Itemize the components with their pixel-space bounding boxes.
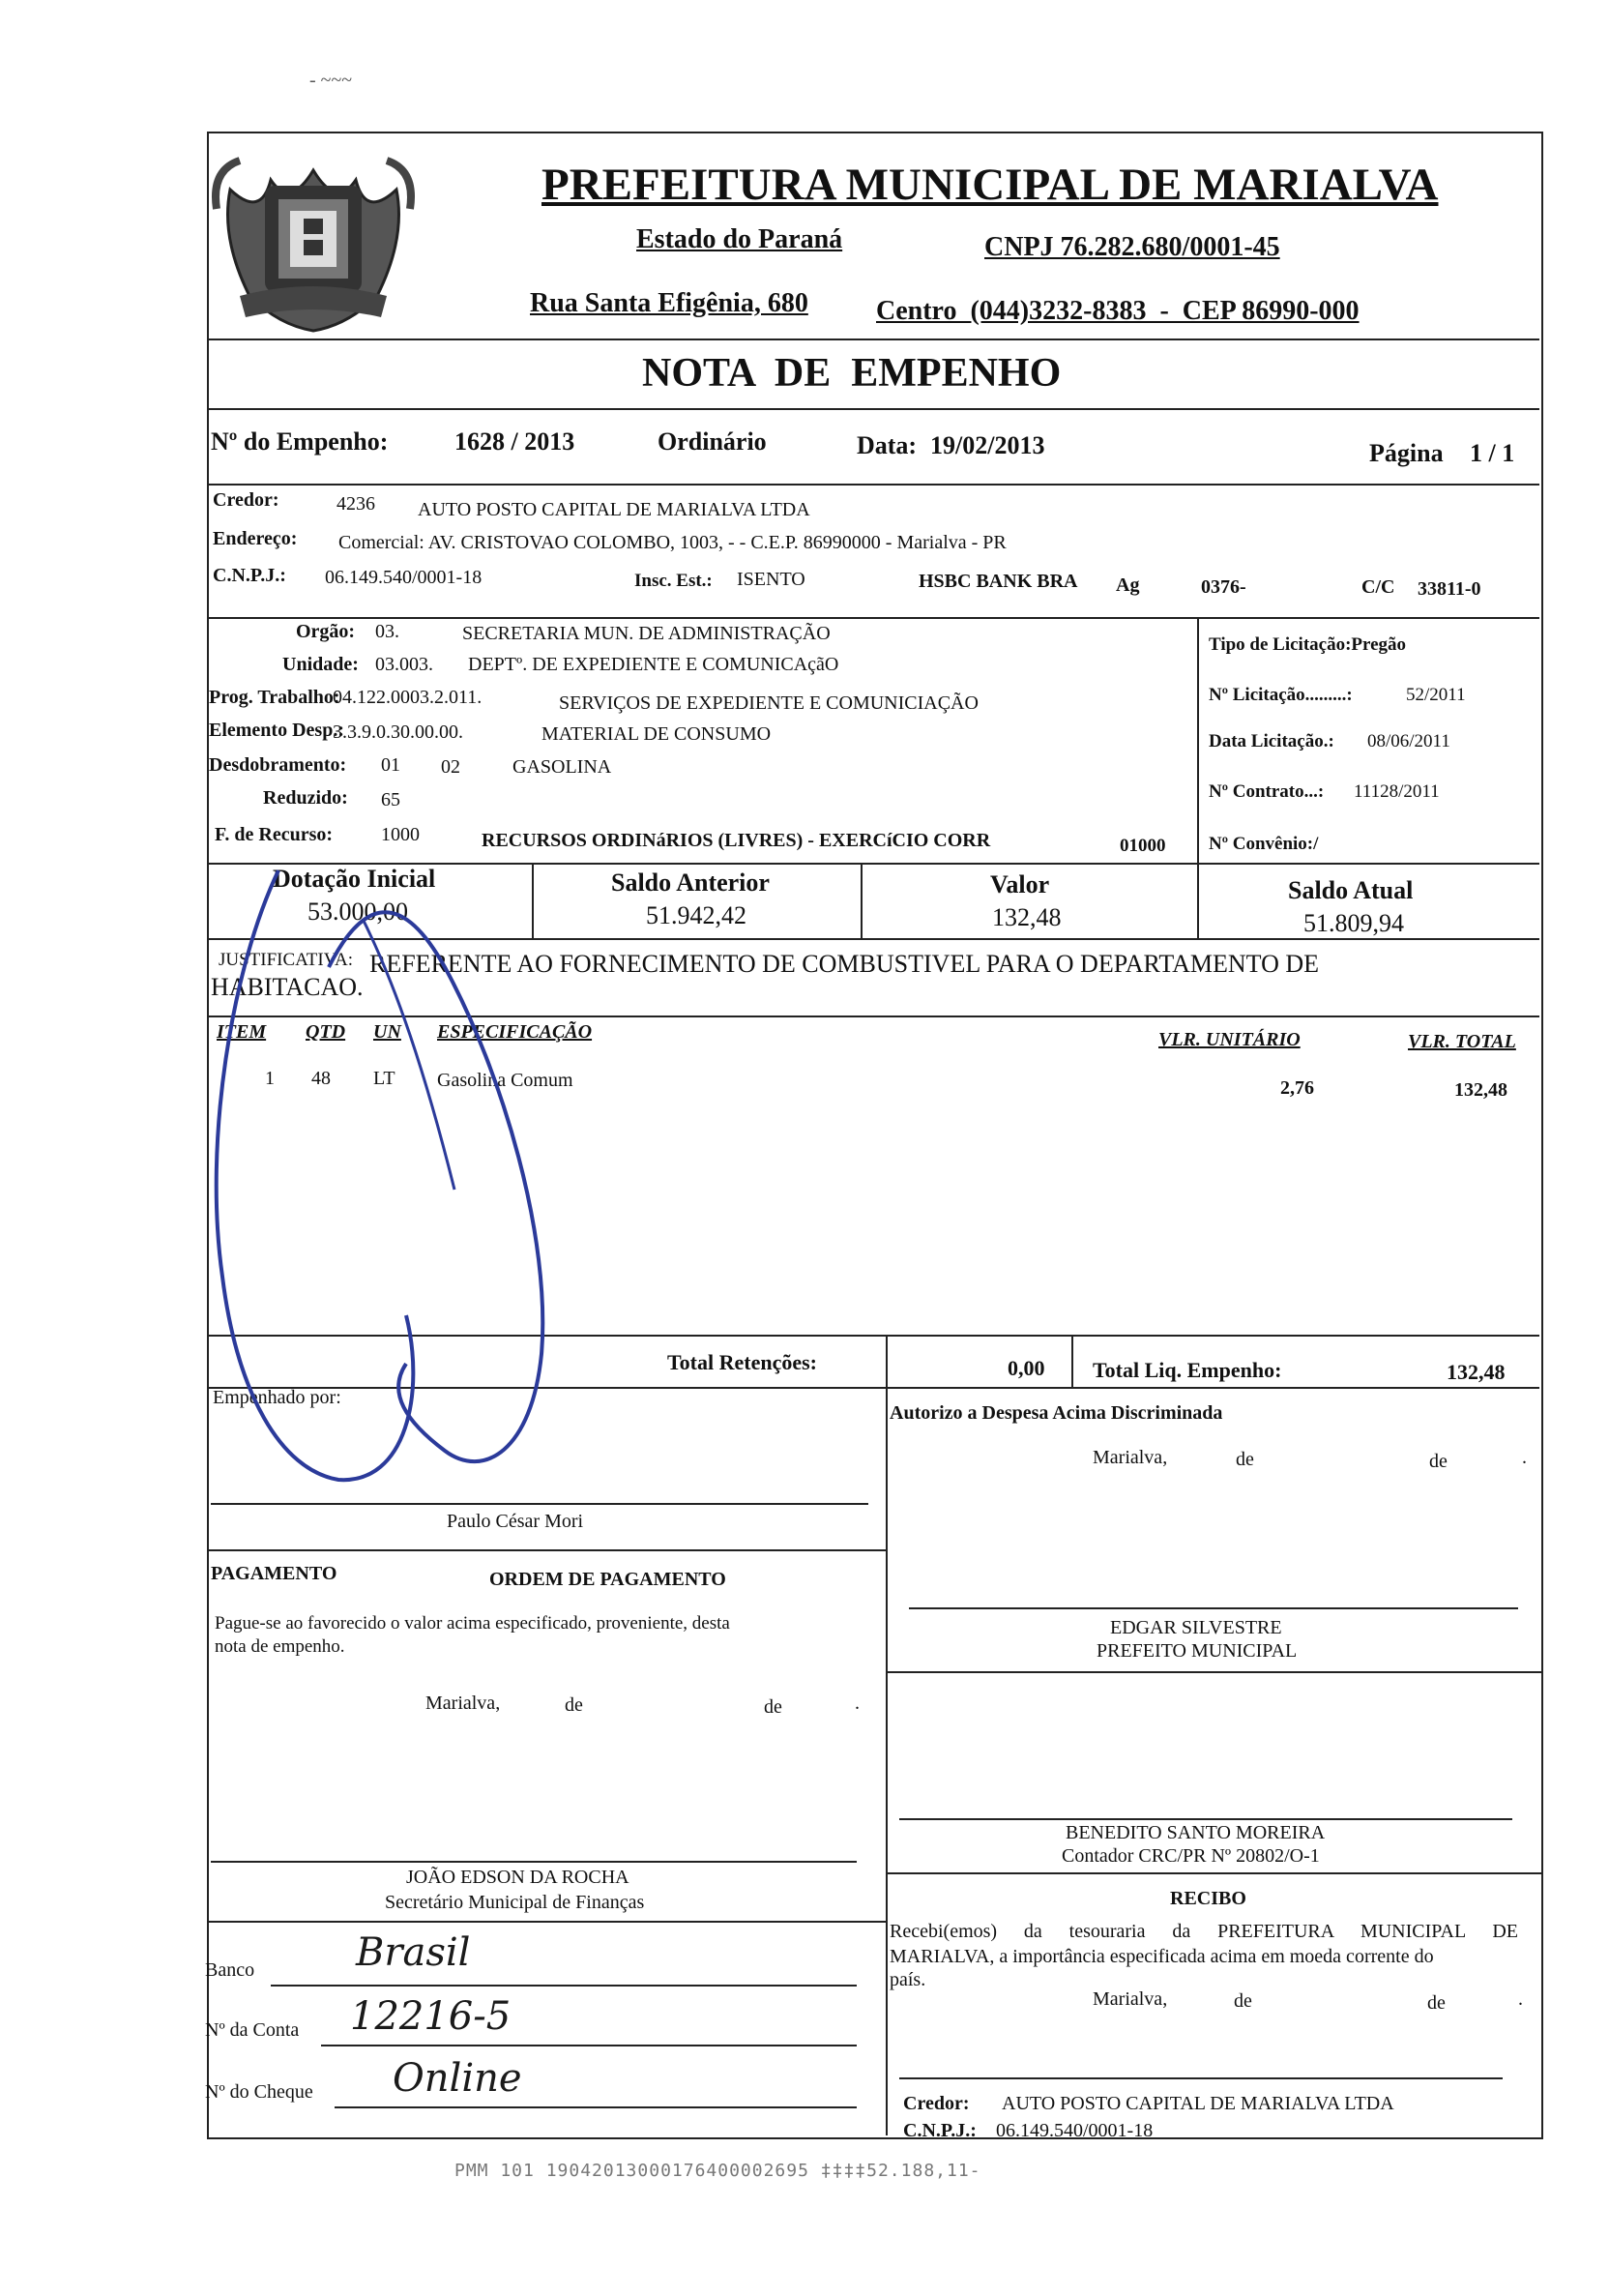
- orgao-name: SECRETARIA MUN. DE ADMINISTRAÇÃO: [462, 623, 831, 644]
- table-row-espec: Gasolina Comum: [437, 1070, 573, 1091]
- secretario-signature-line: [211, 1861, 857, 1863]
- contador-divider: [886, 1872, 1541, 1874]
- desdobramento-code-2: 02: [441, 756, 460, 778]
- dotacao-label: Dotação Inicial: [273, 865, 436, 893]
- credor-footer-cnpj: 06.149.540/0001-18: [996, 2120, 1154, 2141]
- banco-label: Banco: [205, 1959, 255, 1981]
- dotacao-value: 53.000,00: [307, 898, 408, 926]
- secretario-divider: [207, 1921, 886, 1923]
- licitacao-number: 52/2011: [1406, 685, 1466, 705]
- recurso-number: 01000: [1120, 836, 1166, 856]
- recibo-city: Marialva,: [1093, 1988, 1168, 2010]
- desdobramento-code-1: 01: [381, 754, 400, 776]
- table-row-vtotal: 132,48: [1454, 1079, 1507, 1101]
- coat-of-arms-logo: [211, 151, 416, 340]
- contador-signature-line: [899, 1818, 1512, 1820]
- pagamento-city: Marialva,: [425, 1693, 501, 1714]
- credor-footer-name: AUTO POSTO CAPITAL DE MARIALVA LTDA: [1002, 2093, 1394, 2114]
- vtotal-col-header: VLR. TOTAL: [1408, 1031, 1516, 1052]
- totals-divider-1: [886, 1337, 888, 1387]
- desdobramento-name: GASOLINA: [512, 756, 612, 778]
- elemento-code: 3.3.9.0.30.00.00.: [333, 721, 463, 743]
- prefeito-name: EDGAR SILVESTRE: [1110, 1617, 1282, 1638]
- empenhado-signature-line: [211, 1503, 868, 1505]
- empenho-date-label: Data:: [857, 431, 918, 459]
- licitacao-divider: [1197, 619, 1199, 863]
- recibo-dot: .: [1518, 1988, 1523, 2010]
- convenio-label: Nº Convênio:/: [1209, 834, 1319, 854]
- header-divider: [207, 339, 1539, 340]
- conta-label: Nº da Conta: [205, 2019, 300, 2041]
- recibo-text-1: Recebi(emos) da tesouraria da PREFEITURA MUNICIPAL DE: [890, 1921, 1518, 1942]
- licitacao-type: Tipo de Licitação:Pregão: [1209, 634, 1407, 655]
- licitacao-date: 08/06/2011: [1367, 731, 1450, 751]
- desdobramento-label: Desdobramento:: [209, 754, 347, 776]
- retencoes-value: 0,00: [1008, 1356, 1045, 1380]
- saldo-atual-value: 51.809,94: [1303, 909, 1404, 937]
- justificativa-text-1: REFERENTE AO FORNECIMENTO DE COMBUSTIVEL PARA O DEPARTAMENTO DE: [369, 950, 1320, 978]
- empenhado-name: Paulo César Mori: [447, 1511, 584, 1532]
- page-number: 1 / 1: [1470, 439, 1515, 467]
- orgao-label: Orgão:: [296, 621, 356, 642]
- empenho-number: 1628 / 2013: [454, 427, 575, 456]
- totals-divider-2: [1071, 1337, 1073, 1387]
- pagamento-dot: .: [855, 1693, 860, 1714]
- item-col-header: ITEM: [217, 1021, 267, 1043]
- prog-code: 04.122.0003.2.011.: [333, 687, 483, 708]
- reduzido-value: 65: [381, 789, 400, 810]
- prefeito-signature-line: [909, 1607, 1518, 1609]
- qtd-col-header: QTD: [306, 1021, 346, 1043]
- credor-name: AUTO POSTO CAPITAL DE MARIALVA LTDA: [418, 499, 810, 520]
- saldo-bottom-divider: [207, 938, 1539, 940]
- empenhado-divider: [207, 1549, 886, 1551]
- address-label: Endereço:: [213, 528, 298, 549]
- credor-cnpj: 06.149.540/0001-18: [325, 567, 483, 588]
- top-mark: - ~~~: [309, 70, 353, 91]
- justificativa-text-2: HABITACAO.: [211, 973, 364, 1001]
- banco-line: [271, 1985, 857, 1987]
- saldo-anterior-value: 51.942,42: [646, 901, 746, 929]
- credor-footer-label: Credor:: [903, 2093, 970, 2114]
- lower-center-divider: [886, 1387, 888, 2135]
- autorizo-de-2: de: [1429, 1451, 1448, 1472]
- recibo-de-2: de: [1427, 1992, 1446, 2014]
- recurso-code: 1000: [381, 824, 420, 845]
- secretario-title: Secretário Municipal de Finanças: [385, 1892, 645, 1913]
- secretario-name: JOÃO EDSON DA ROCHA: [406, 1867, 629, 1888]
- autorizo-dot: .: [1522, 1447, 1527, 1468]
- table-row-vunit: 2,76: [1280, 1077, 1314, 1099]
- empenho-divider: [207, 484, 1539, 486]
- empenho-number-label: Nº do Empenho:: [211, 427, 389, 456]
- table-row-un: LT: [373, 1068, 395, 1089]
- contrato-label: Nº Contrato...:: [1209, 781, 1325, 802]
- retencoes-label: Total Retenções:: [667, 1350, 817, 1374]
- pagamento-label: PAGAMENTO: [211, 1563, 337, 1584]
- pagamento-de-2: de: [764, 1696, 782, 1718]
- doc-title: NOTA DE EMPENHO: [642, 351, 1062, 396]
- pagamento-text-1: Pague-se ao favorecido o valor acima especificado, proveniente, desta: [215, 1613, 730, 1634]
- recurso-label: F. de Recurso:: [215, 824, 334, 845]
- account-number: 33811-0: [1418, 578, 1481, 600]
- total-liquido-label: Total Liq. Empenho:: [1093, 1358, 1282, 1382]
- empenhado-label: Empenhado por:: [213, 1387, 341, 1408]
- credor-code: 4236: [336, 493, 375, 515]
- totals-bottom-divider: [207, 1387, 1539, 1389]
- credor-footer-cnpj-label: C.N.P.J.:: [903, 2120, 977, 2141]
- ordem-pagamento-label: ORDEM DE PAGAMENTO: [489, 1569, 726, 1590]
- recibo-signature-line: [899, 2077, 1503, 2079]
- saldo-divider-1: [532, 865, 534, 938]
- conta-line: [321, 2045, 857, 2046]
- licitacao-date-label: Data Licitação.:: [1209, 731, 1334, 751]
- recurso-name: RECURSOS ORDINáRIOS (LIVRES) - EXERCíCIO CORR: [482, 830, 991, 851]
- recibo-de-1: de: [1234, 1990, 1252, 2012]
- autorizo-city: Marialva,: [1093, 1447, 1168, 1468]
- title-divider: [207, 408, 1539, 410]
- un-col-header: UN: [373, 1021, 401, 1043]
- saldo-anterior-label: Saldo Anterior: [611, 868, 770, 897]
- credor-address: Comercial: AV. CRISTOVAO COLOMBO, 1003, - - C.E.P. 86990000 - Marialva - PR: [338, 532, 1007, 553]
- insc-value: ISENTO: [737, 569, 805, 590]
- footer-barcode-text: PMM 101 19042013000176400002695 ‡‡‡‡52.188,11-: [454, 2161, 981, 2181]
- saldo-divider-3: [1197, 865, 1199, 938]
- justificativa-label: JUSTIFICATIVA:: [219, 950, 354, 970]
- empenho-type: Ordinário: [658, 427, 767, 456]
- prog-name: SERVIÇOS DE EXPEDIENTE E COMUNICIAÇÃO: [559, 692, 979, 714]
- espec-col-header: ESPECIFICAÇÃO: [437, 1021, 593, 1043]
- page-label: Página: [1369, 439, 1444, 467]
- recibo-label: RECIBO: [1170, 1888, 1246, 1909]
- unidade-code: 03.003.: [375, 654, 433, 675]
- bank-name: HSBC BANK BRA: [919, 571, 1078, 592]
- table-row-item: 1: [265, 1068, 275, 1089]
- banco-handwritten: Brasil: [356, 1930, 471, 1975]
- saldo-divider-2: [861, 865, 863, 938]
- pagamento-de-1: de: [565, 1694, 583, 1716]
- agency-number: 0376-: [1201, 576, 1246, 598]
- cheque-line: [335, 2106, 857, 2108]
- table-row-qtd: 48: [311, 1068, 331, 1089]
- recibo-text-2: MARIALVA, a importância especificada acima em moeda corrente do: [890, 1946, 1434, 1967]
- recibo-text-3: país.: [890, 1969, 926, 1990]
- contador-title: Contador CRC/PR Nº 20802/O-1: [1062, 1845, 1320, 1867]
- unidade-name: DEPTº. DE EXPEDIENTE E COMUNICAçãO: [468, 654, 839, 675]
- unidade-label: Unidade:: [282, 654, 359, 675]
- header-street: Rua Santa Efigênia, 680: [530, 288, 808, 318]
- justificativa-divider: [207, 1016, 1539, 1017]
- autorizo-label: Autorizo a Despesa Acima Discriminada: [890, 1402, 1223, 1424]
- credor-label: Credor:: [213, 489, 279, 511]
- valor-label: Valor: [990, 870, 1050, 898]
- total-liquido-value: 132,48: [1447, 1360, 1506, 1384]
- conta-handwritten: 12216-5: [350, 1994, 512, 2039]
- contador-name: BENEDITO SANTO MOREIRA: [1066, 1822, 1326, 1843]
- prefeito-divider: [886, 1671, 1541, 1673]
- credor-divider: [207, 617, 1539, 619]
- elemento-label: Elemento Desp.:: [209, 720, 344, 741]
- saldo-atual-label: Saldo Atual: [1288, 876, 1414, 904]
- prefeito-title: PREFEITO MUNICIPAL: [1097, 1640, 1298, 1662]
- insc-label: Insc. Est.:: [634, 571, 713, 591]
- agency-label: Ag: [1116, 574, 1140, 596]
- elemento-name: MATERIAL DE CONSUMO: [541, 723, 772, 745]
- licitacao-number-label: Nº Licitação.........:: [1209, 685, 1353, 705]
- prog-label: Prog. Trabalho:: [209, 687, 340, 708]
- autorizo-de-1: de: [1236, 1449, 1254, 1470]
- orgao-code: 03.: [375, 621, 399, 642]
- contrato-number: 11128/2011: [1354, 781, 1440, 802]
- valor-value: 132,48: [992, 903, 1062, 931]
- pagamento-text-2: nota de empenho.: [215, 1636, 345, 1657]
- reduzido-label: Reduzido:: [263, 787, 348, 809]
- header-cnpj: CNPJ 76.282.680/0001-45: [984, 232, 1280, 262]
- cheque-handwritten: Online: [393, 2056, 522, 2101]
- cheque-label: Nº do Cheque: [205, 2081, 313, 2103]
- totals-top-divider: [207, 1335, 1539, 1337]
- header-address: Centro (044)3232-8383 - CEP 86990-000: [876, 296, 1360, 326]
- header-title: PREFEITURA MUNICIPAL DE MARIALVA: [541, 160, 1439, 210]
- cnpj-label: C.N.P.J.:: [213, 565, 286, 586]
- header-state: Estado do Paraná: [636, 224, 843, 254]
- account-label: C/C: [1361, 576, 1395, 598]
- vunit-col-header: VLR. UNITÁRIO: [1158, 1029, 1301, 1050]
- empenho-date: 19/02/2013: [930, 431, 1045, 459]
